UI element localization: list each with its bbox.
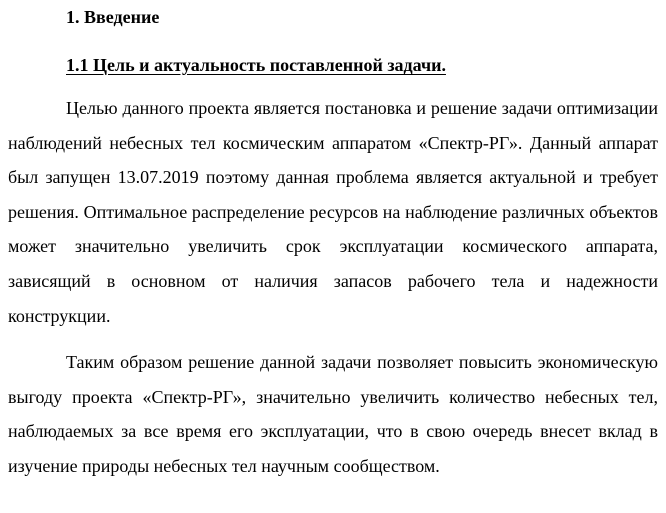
subsection-heading: 1.1 Цель и актуальность поставленной задачи. [66, 55, 446, 75]
body-paragraph-2: Таким образом решение данной задачи позволяет повысить экономическую выгоду проекта «Спектр-РГ», значительно увеличить количество небесных тел, наблюдаемых за все время его эксплуатации, что в свою очередь внесет вклад в изучение природы небесных тел научным сообществом. [8, 352, 658, 476]
section-heading: 1. Введение [66, 7, 160, 27]
body-paragraph-1: Целью данного проекта является постановка и решение задачи оптимизации наблюдений небесных тел космическим аппаратом «Спектр-РГ». Данный аппарат был запущен 13.07.2019 поэтому данная проблема является актуальной и требует решения. Оптимальное распределение ресурсов на наблюдение различных объектов может значительно увеличить срок эксплуатации космического аппарата, зависящий в основном от наличия запасов рабочего тела и надежности конструкции. [8, 98, 658, 326]
